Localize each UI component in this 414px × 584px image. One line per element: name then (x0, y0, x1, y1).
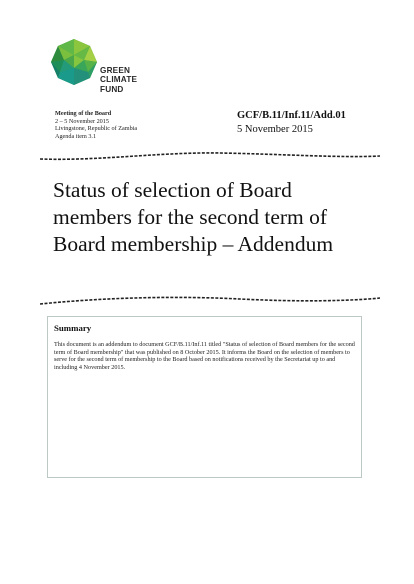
meeting-title: Meeting of the Board (55, 110, 112, 117)
logo-line-green: GREEN (100, 66, 131, 75)
document-date: 5 November 2015 (237, 124, 313, 135)
document-reference (237, 109, 346, 137)
agenda-item: Agenda item 3.1 (55, 132, 97, 140)
summary-heading: Summary (54, 323, 92, 333)
green-climate-fund-logo (50, 38, 170, 100)
logo-line-fund: FUND (100, 84, 124, 94)
meeting-info (55, 110, 137, 140)
document-code: GCF/B.11/Inf.11/Add.01 (237, 110, 346, 121)
logo-wordmark (100, 66, 137, 94)
summary-text: This document is an addendum to document GCF/B.11/Inf.11 titled "Status of selection of Board members for the second term of Board membership" that was published on 8 October 2015. It informs the Board on the selection of members to serve for the second term of membership to the Board based on notifications received by the Secretariat up to and including 4 November 2015. (54, 341, 355, 371)
meeting-location: Livingstone, Republic of Zambia (55, 125, 138, 133)
bottom-wave-divider (40, 293, 380, 309)
green-climate-fund-globe-icon (50, 38, 98, 86)
summary-box (47, 316, 362, 478)
meeting-dates: 2 – 5 November 2015 (55, 117, 109, 125)
document-title: Status of selection of Board members for the second term of Board membership – Addendum (53, 178, 334, 256)
top-wave-divider (40, 149, 380, 165)
logo-line-climate: CLIMATE (100, 75, 138, 85)
